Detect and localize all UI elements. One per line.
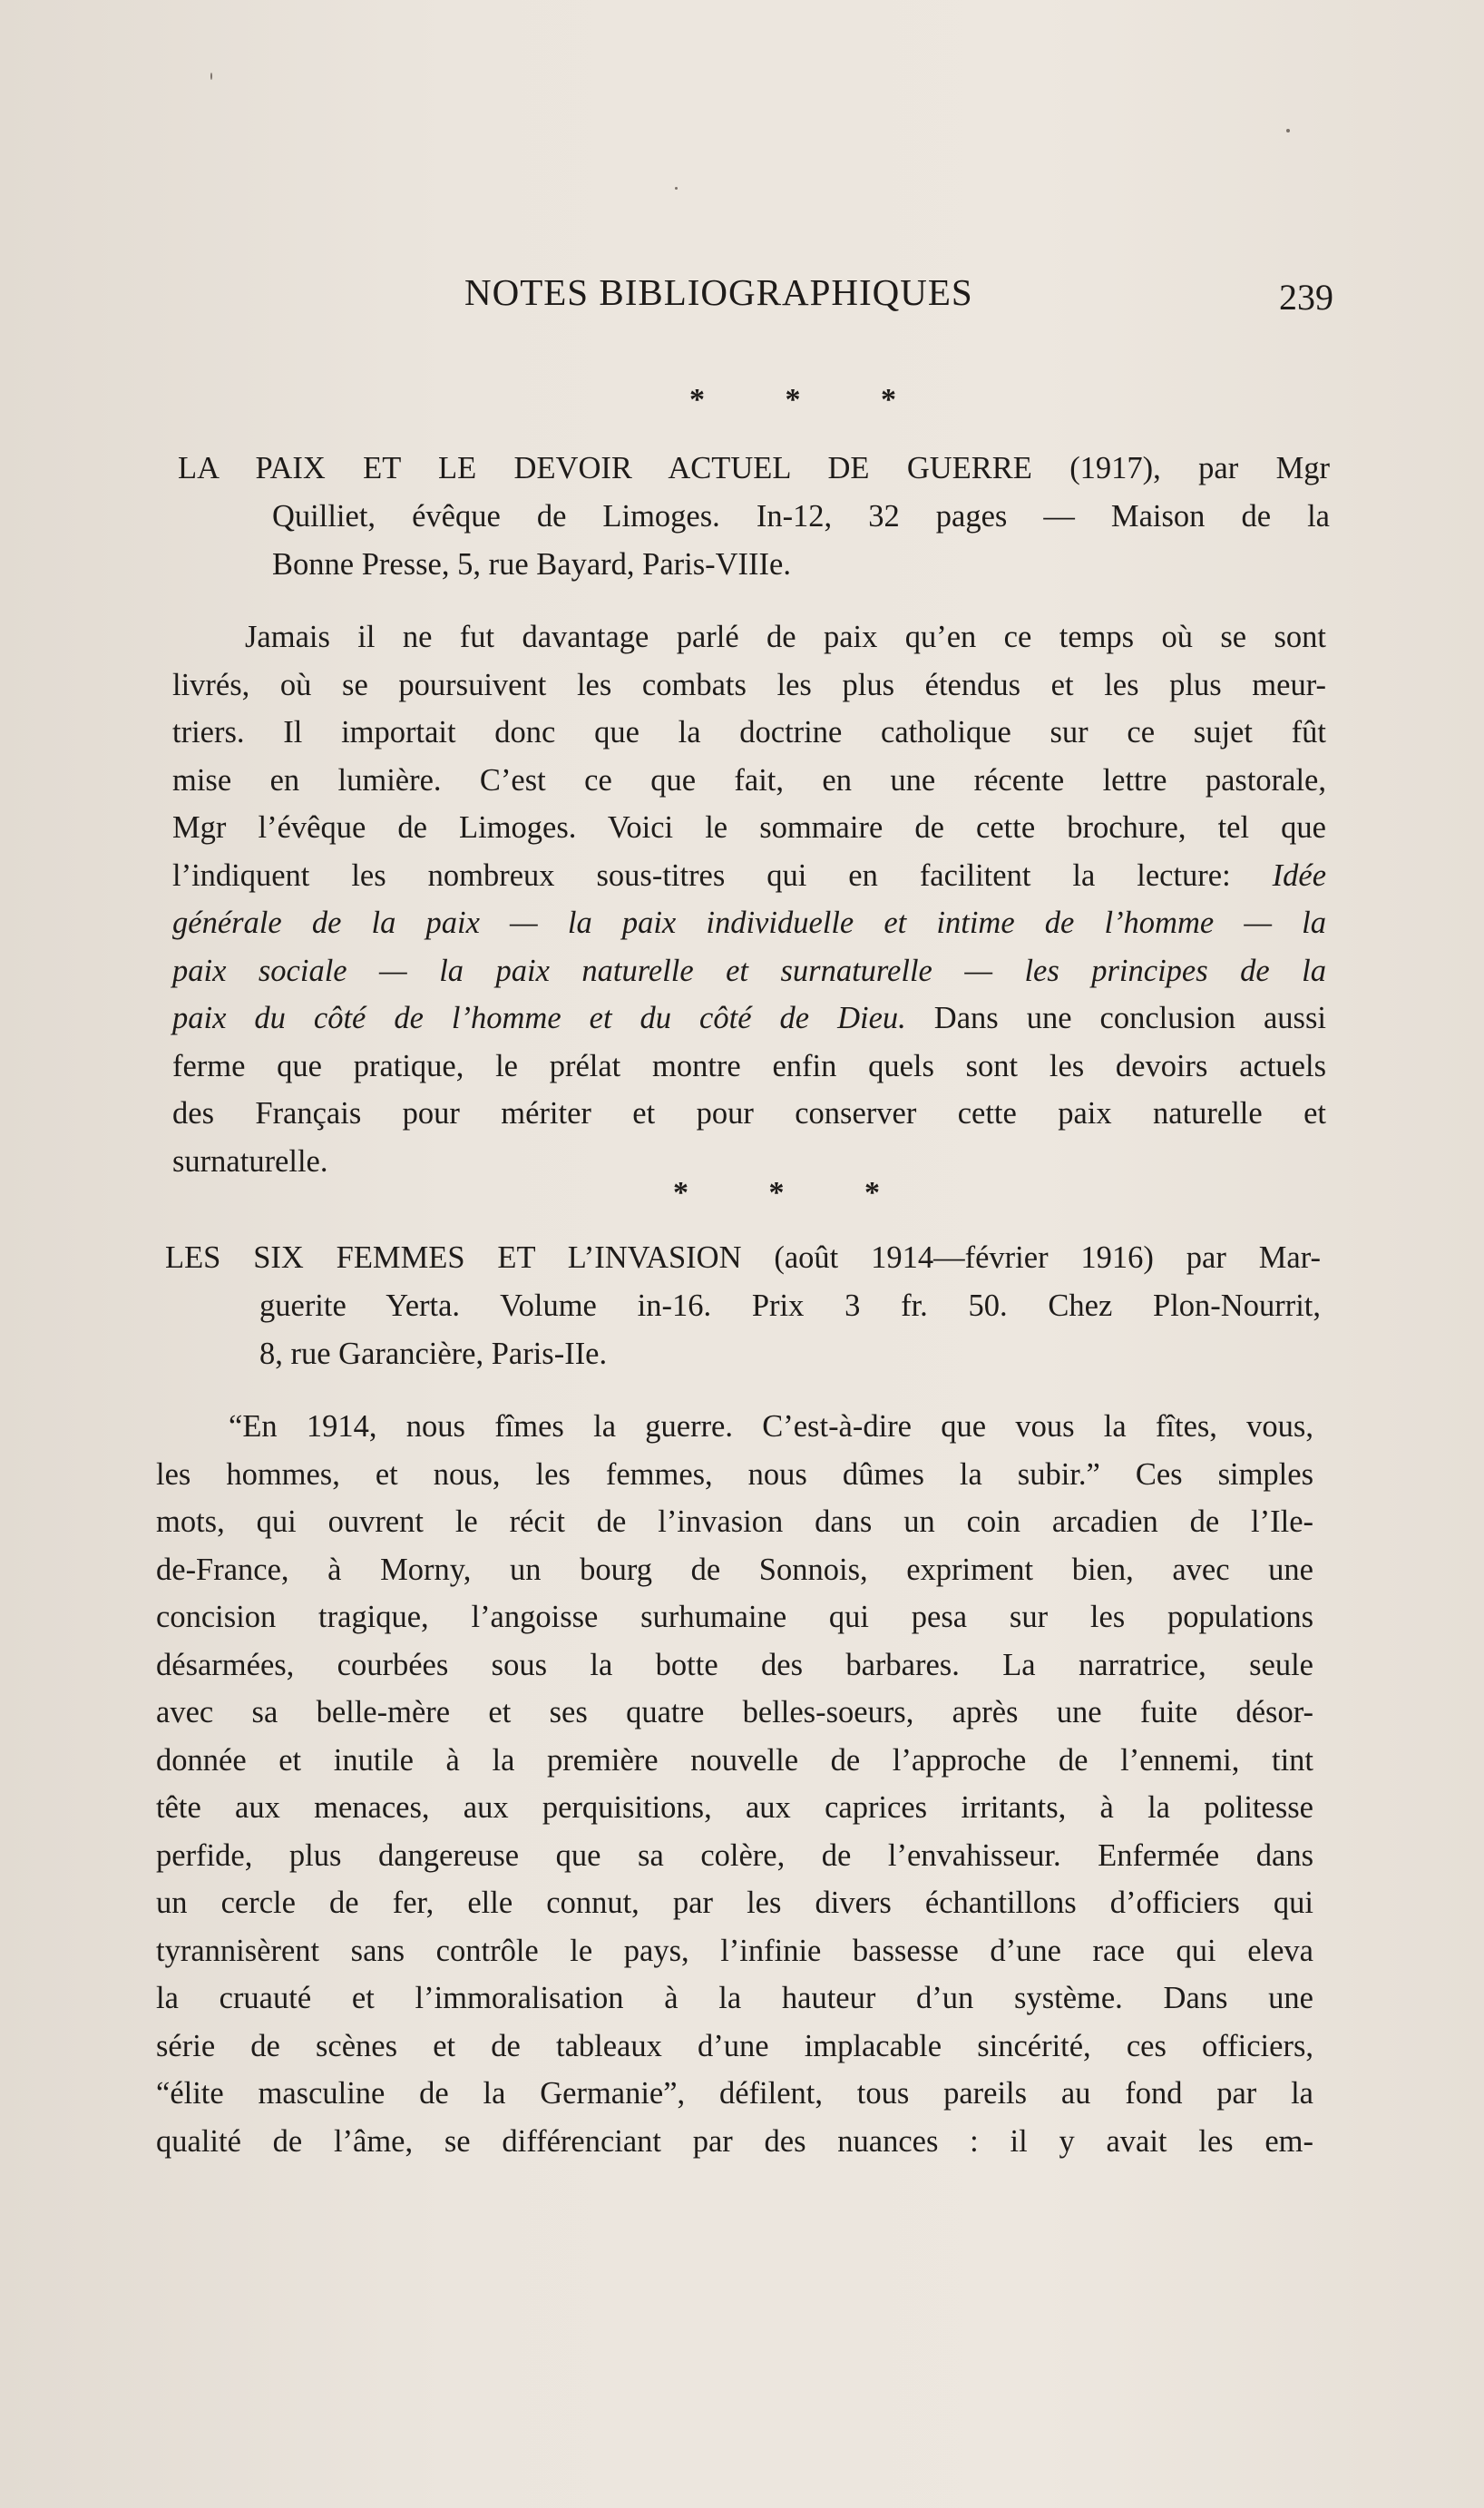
page-header — [163, 270, 1333, 325]
text-line: donnée et inutile à la première nouvelle de l’approche de l’ennemi, tint — [156, 1742, 1313, 1778]
entry-heading — [165, 1234, 1321, 1378]
text-line: tyrannisèrent sans contrôle le pays, l’infinie bassesse d’une race qui eleva — [156, 1933, 1313, 1968]
text-line: série de scènes et de tableaux d’une implacable sincérité, ces officiers, — [156, 2028, 1313, 2063]
text-line — [172, 852, 1326, 900]
text-line: de-France, à Morny, un bourg de Sonnois, expriment bien, avec une — [156, 1552, 1313, 1587]
text-line: surnaturelle. — [172, 1143, 328, 1179]
text-line-part: Dans une conclusion aussi — [933, 1001, 1326, 1035]
text-line: les hommes, et nous, les femmes, nous dûmes la subir.” Ces simples — [156, 1456, 1313, 1492]
text-line-part: l’indiquent les nombreux sous-titres qui en facilitent la lecture: — [172, 857, 1231, 893]
text-line: mise en lumière. C’est ce que fait, en une récente lettre pastorale, — [172, 762, 1326, 798]
running-title: NOTES BIBLIOGRAPHIQUES — [464, 271, 973, 313]
section-separator: * * * — [673, 1176, 916, 1210]
entry-heading-line: guerite Yerta. Volume in-16. Prix 3 fr. 50. Chez Plon-Nourrit, — [259, 1288, 1321, 1323]
text-line: Mgr l’évêque de Limoges. Voici le sommaire de cette brochure, tel que — [172, 810, 1326, 845]
text-line: perfide, plus dangereuse que sa colère, de l’envahisseur. Enfermée dans — [156, 1837, 1313, 1873]
text-line: désarmées, courbées sous la botte des barbares. La narratrice, seule — [156, 1647, 1313, 1682]
entry-heading-line: LA PAIX ET LE DEVOIR ACTUEL DE GUERRE (1917), par Mgr — [178, 451, 1330, 485]
text-line — [172, 994, 1326, 1043]
text-line: tête aux menaces, aux perquisitions, aux caprices irritants, à la politesse — [156, 1790, 1313, 1825]
paper-speck — [1286, 129, 1290, 132]
paper-speck — [675, 187, 678, 190]
text-line: livrés, où se poursuivent les combats les plus étendus et les plus meur- — [172, 667, 1326, 702]
entry-heading — [178, 445, 1330, 589]
entry-heading-line: Quilliet, évêque de Limoges. In-12, 32 pages — Maison de la — [272, 499, 1330, 534]
text-line: ferme que pratique, le prélat montre enfin quels sont les devoirs actuels — [172, 1048, 1326, 1083]
text-line: concision tragique, l’angoisse surhumaine qui pesa sur les populations — [156, 1600, 1313, 1634]
text-line: avec sa belle-mère et ses quatre belles-soeurs, après une fuite désor- — [156, 1695, 1313, 1729]
entry-heading-line: 8, rue Garancière, Paris-IIe. — [259, 1337, 608, 1371]
italic-summary-line: paix sociale — la paix naturelle et surnaturelle — les principes de la — [172, 953, 1326, 988]
italic-summary-line: générale de la paix — la paix individuelle et intime de l’homme — la — [172, 906, 1326, 940]
text-line: des Français pour mériter et pour conserver cette paix naturelle et — [172, 1096, 1326, 1131]
text-line: la cruauté et l’immoralisation à la hauteur d’un système. Dans une — [156, 1981, 1313, 2015]
text-line: triers. Il importait donc que la doctrine catholique sur ce sujet fût — [172, 715, 1326, 749]
text-line: qualité de l’âme, se différenciant par des nuances : il y avait les em- — [156, 2123, 1313, 2159]
page-number: 239 — [1279, 277, 1333, 318]
text-line: un cercle de fer, elle connut, par les divers échantillons d’officiers qui — [156, 1886, 1313, 1920]
text-line: “En 1914, nous fîmes la guerre. C’est-à-dire que vous la fîtes, vous, — [229, 1409, 1313, 1444]
text-line: Jamais il ne fut davantage parlé de paix qu’en ce temps où se sont — [245, 620, 1326, 654]
entry-review-text — [172, 613, 1326, 1185]
paper-speck — [210, 73, 212, 80]
entry-review-text — [156, 1403, 1313, 2165]
section-separator: * * * — [689, 383, 932, 416]
italic-summary: paix du côté de l’homme et du côté de Dieu. — [172, 1001, 906, 1035]
italic-summary: Idée — [1272, 857, 1327, 893]
entry-heading-line: Bonne Presse, 5, rue Bayard, Paris-VIIIe. — [272, 547, 791, 582]
entry-heading-line: LES SIX FEMMES ET L’INVASION (août 1914—février 1916) par Mar- — [165, 1240, 1321, 1275]
text-line: “élite masculine de la Germanie”, défilent, tous pareils au fond par la — [156, 2076, 1313, 2111]
text-line: mots, qui ouvrent le récit de l’invasion dans un coin arcadien de l’Ile- — [156, 1504, 1313, 1539]
